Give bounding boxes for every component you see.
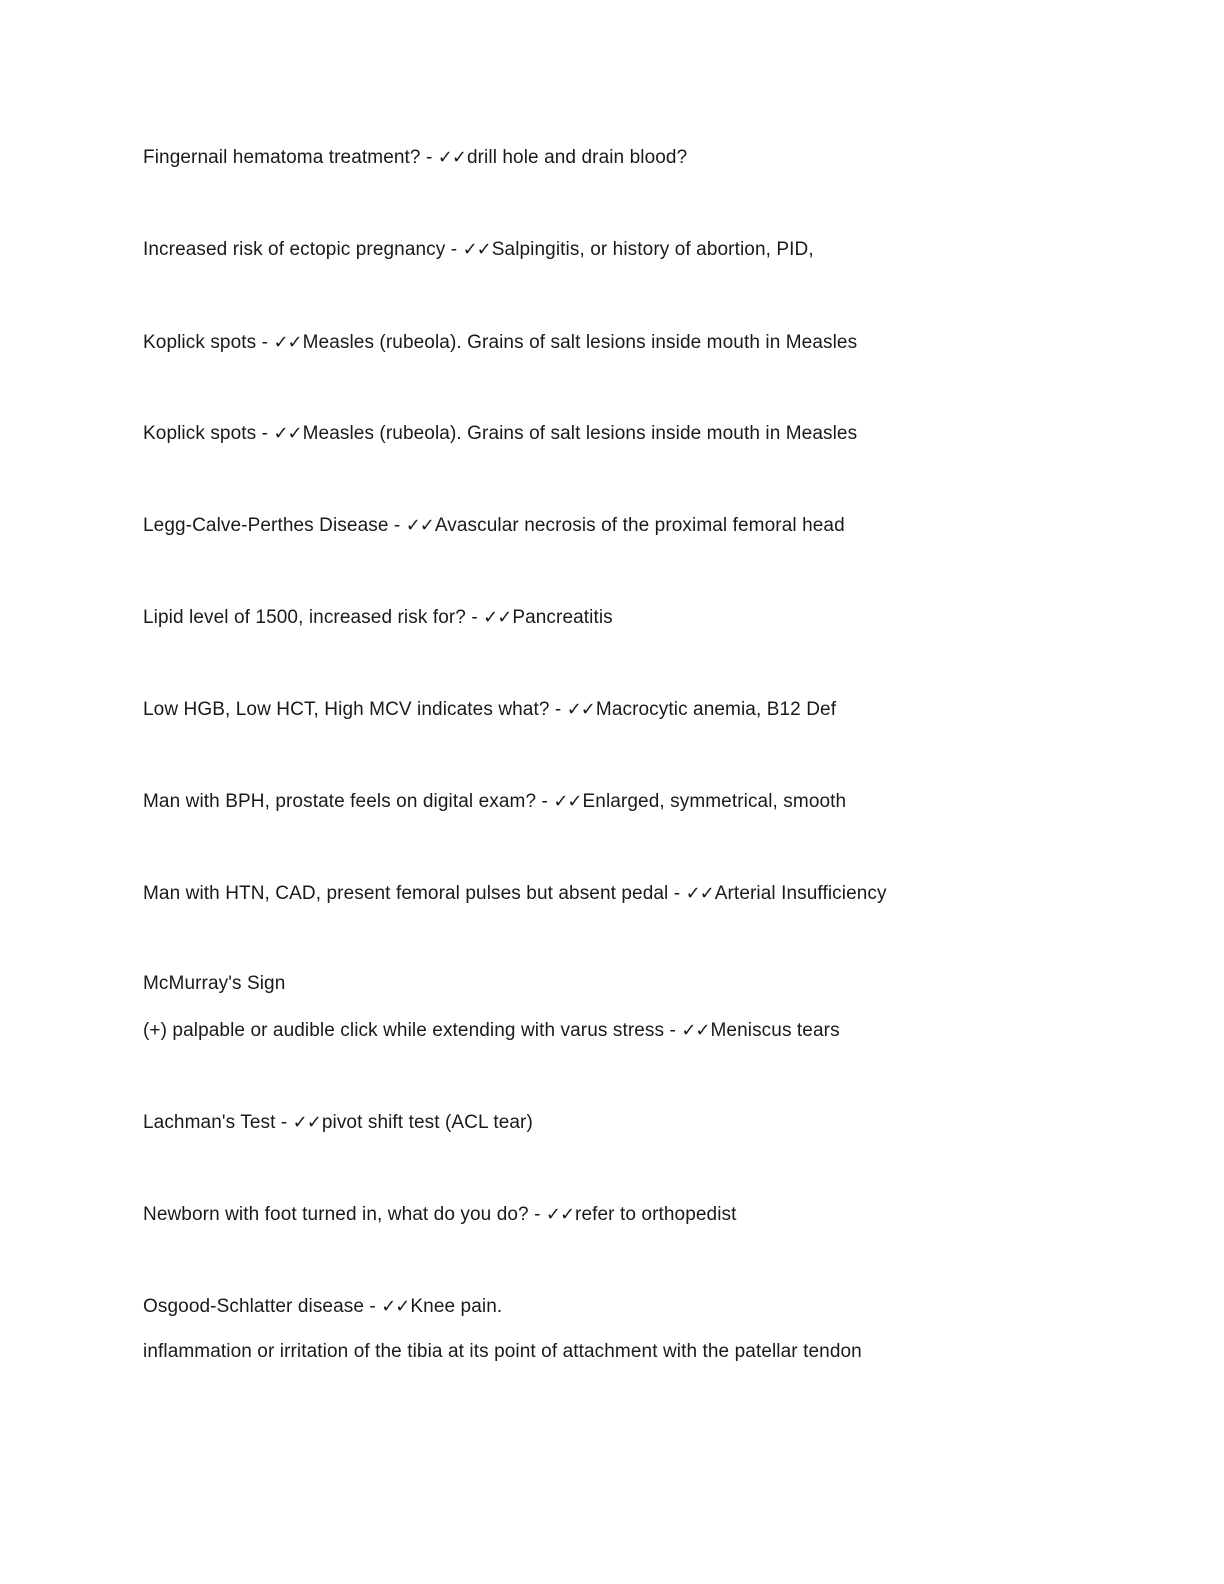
check-mark-icon: ✓✓ [292,1112,321,1133]
check-mark-icon: ✓✓ [273,423,302,444]
answer-text: Meniscus tears [710,1020,840,1041]
answer-continued-text: inflammation or irritation of the tibia at its point of attachment with the patellar tendon [143,1341,862,1362]
check-mark-icon: ✓✓ [273,332,302,353]
entry-htn-cad [143,882,887,906]
entry-bph [143,790,846,814]
entry-lachman [143,1111,533,1135]
answer-text: Avascular necrosis of the proximal femoral head [434,515,845,536]
title-text: McMurray's Sign [143,973,286,994]
question-text: Increased risk of ectopic pregnancy - [143,239,463,260]
answer-text: Pancreatitis [512,607,613,628]
check-mark-icon: ✓✓ [483,607,512,628]
check-mark-icon: ✓✓ [405,515,434,536]
entry-mcmurray-title [143,972,285,996]
question-text: Man with BPH, prostate feels on digital exam? - [143,791,554,812]
check-mark-icon: ✓✓ [553,791,582,812]
question-text: (+) palpable or audible click while extending with varus stress - [143,1020,682,1041]
entry-ectopic-pregnancy [143,238,814,262]
answer-text: Salpingitis, or history of abortion, PID, [491,239,814,260]
entry-legg-calve-perthes [143,514,845,538]
entry-newborn-foot [143,1203,737,1227]
question-text: Legg-Calve-Perthes Disease - [143,515,406,536]
check-mark-icon: ✓✓ [566,699,595,720]
check-mark-icon: ✓✓ [437,147,466,168]
answer-text: drill hole and drain blood? [466,147,688,168]
entry-fingernail-hematoma [143,146,687,170]
entry-koplick-spots [143,331,857,355]
entry-osgood-schlatter-continued [143,1340,862,1364]
check-mark-icon: ✓✓ [381,1296,410,1317]
question-text: Low HGB, Low HCT, High MCV indicates what? - [143,699,567,720]
check-mark-icon: ✓✓ [545,1204,575,1225]
answer-text: pivot shift test (ACL tear) [321,1112,533,1133]
question-text: Osgood-Schlatter disease - [143,1296,382,1317]
question-text: Lipid level of 1500, increased risk for? - [143,607,484,628]
entry-low-hgb [143,698,836,722]
entry-mcmurray [143,1019,840,1043]
entry-koplick-spots-repeat [143,422,857,446]
check-mark-icon: ✓✓ [462,239,491,260]
answer-text: Enlarged, symmetrical, smooth [582,791,847,812]
entry-osgood-schlatter [143,1295,502,1319]
answer-text: Arterial Insufficiency [714,883,887,904]
answer-text: Macrocytic anemia, B12 Def [595,699,837,720]
answer-text: Measles (rubeola). Grains of salt lesions inside mouth in Measles [302,332,858,353]
question-text: Koplick spots - [143,332,274,353]
question-text: Man with HTN, CAD, present femoral pulses but absent pedal - [143,883,686,904]
check-mark-icon: ✓✓ [681,1020,710,1041]
entry-lipid-level [143,606,613,630]
question-text: Newborn with foot turned in, what do you do? - [143,1204,546,1225]
answer-text: refer to orthopedist [575,1204,737,1225]
question-text: Koplick spots - [143,423,274,444]
question-text: Lachman's Test - [143,1112,293,1133]
question-text: Fingernail hematoma treatment? - [143,147,438,168]
answer-text: Knee pain. [410,1296,503,1317]
check-mark-icon: ✓✓ [685,883,714,904]
answer-text: Measles (rubeola). Grains of salt lesions inside mouth in Measles [302,423,858,444]
